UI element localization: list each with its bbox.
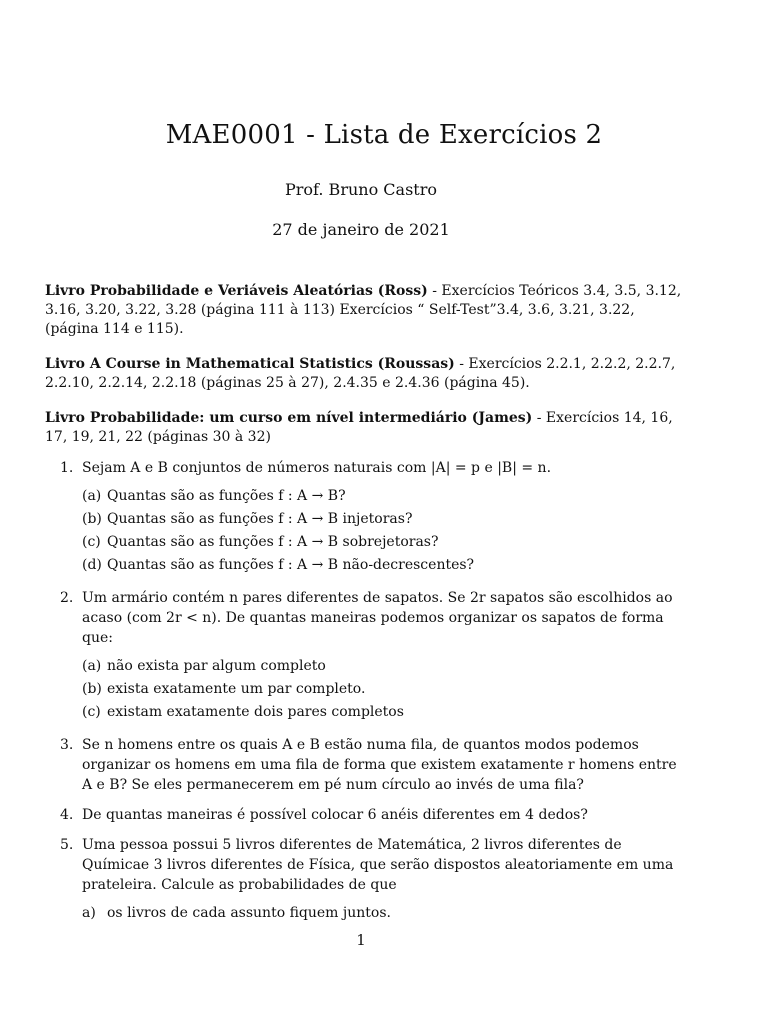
- problem-text: De quantas maneiras é possível colocar 6 anéis diferentes em 4 dedos?: [82, 807, 588, 823]
- subitem-label: (d): [82, 557, 102, 573]
- problem-number: 4.: [60, 807, 74, 823]
- subitem: [82, 903, 685, 923]
- subitem-text: Quantas são as funções f : A → B?: [107, 488, 346, 504]
- subitem-label: (a): [82, 658, 102, 674]
- subitem: [82, 532, 685, 552]
- problem-number: 5.: [60, 837, 74, 853]
- document-title: MAE0001 - Lista de Exercícios 2: [165, 120, 603, 150]
- problem-number: 1.: [60, 460, 74, 476]
- subitem-text: Quantas são as funções f : A → B injetoras?: [107, 511, 413, 527]
- subitem-list: [82, 903, 685, 923]
- reference-roussas: [45, 355, 685, 393]
- reference-ross: [45, 282, 685, 339]
- subitem: [82, 679, 685, 699]
- problem-2: [60, 588, 685, 725]
- references-section: [45, 282, 685, 463]
- subitem-text: existam exatamente dois pares completos: [107, 704, 404, 720]
- subitem-label: (c): [82, 704, 101, 720]
- subitem: [82, 509, 685, 529]
- author-line: Prof. Bruno Castro: [284, 180, 437, 199]
- problem-text: Se n homens entre os quais A e B estão numa fila, de quantos modos podemos organizar os homens em uma fila de forma que existem exatamente r homens entre A e B? Se eles permanecerem em pé num círculo ao invés de uma fila?: [82, 737, 677, 793]
- problem-text: Um armário contém n pares diferentes de sapatos. Se 2r sapatos são escolhidos ao acaso (com 2r < n). De quantas maneiras podemos organizar os sapatos de forma que:: [82, 590, 673, 646]
- reference-text: - Exercícios Teóricos 3.4, 3.5, 3.12, 3.16, 3.20, 3.22, 3.28 (página 111 à 113) Exercícios “ Self-Test”3.4, 3.6, 3.21, 3.22, (página 114 e 115).: [45, 283, 682, 337]
- subitem: [82, 656, 685, 676]
- problem-list: [60, 458, 685, 936]
- problem-number: 2.: [60, 590, 74, 606]
- reference-james: [45, 409, 685, 447]
- subitem-list: [82, 486, 685, 575]
- subitem: [82, 555, 685, 575]
- page-number: 1: [356, 931, 366, 949]
- problem-number: 3.: [60, 737, 74, 753]
- problem-text: Sejam A e B conjuntos de números naturais com |A| = p e |B| = n.: [82, 460, 552, 476]
- subitem: [82, 702, 685, 722]
- subitem-text: não exista par algum completo: [107, 658, 326, 674]
- subitem-text: exista exatamente um par completo.: [107, 681, 366, 697]
- subitem-label: (c): [82, 534, 101, 550]
- subitem-label: (b): [82, 681, 102, 697]
- subitem-text: os livros de cada assunto fiquem juntos.: [107, 905, 391, 921]
- reference-book-title: Livro Probabilidade: um curso em nível intermediário (James): [45, 410, 533, 426]
- problem-1: [60, 458, 685, 578]
- problem-4: [60, 805, 685, 825]
- reference-text: - Exercícios 14, 16, 17, 19, 21, 22 (páginas 30 à 32): [45, 410, 673, 445]
- reference-text: - Exercícios 2.2.1, 2.2.2, 2.2.7, 2.2.10, 2.2.14, 2.2.18 (páginas 25 à 27), 2.4.35 e 2.4.36 (página 45).: [45, 356, 676, 391]
- subitem-text: Quantas são as funções f : A → B não-decrescentes?: [107, 557, 475, 573]
- problem-text: Uma pessoa possui 5 livros diferentes de Matemática, 2 livros diferentes de Químicae 3 livros diferentes de Física, que serão dispostos aleatoriamente em uma prateleira. Calcule as probabilidades de que: [82, 837, 674, 893]
- date-line: 27 de janeiro de 2021: [272, 220, 450, 239]
- subitem-text: Quantas são as funções f : A → B sobrejetoras?: [107, 534, 439, 550]
- subitem-label: (b): [82, 511, 102, 527]
- problem-5: [60, 835, 685, 926]
- reference-book-title: Livro Probabilidade e Veriáveis Aleatórias (Ross): [45, 283, 428, 299]
- subitem: [82, 486, 685, 506]
- subitem-list: [82, 656, 685, 722]
- subitem-label: a): [82, 905, 96, 921]
- subitem-label: (a): [82, 488, 102, 504]
- problem-3: [60, 735, 685, 795]
- reference-book-title: Livro A Course in Mathematical Statistics (Roussas): [45, 356, 455, 372]
